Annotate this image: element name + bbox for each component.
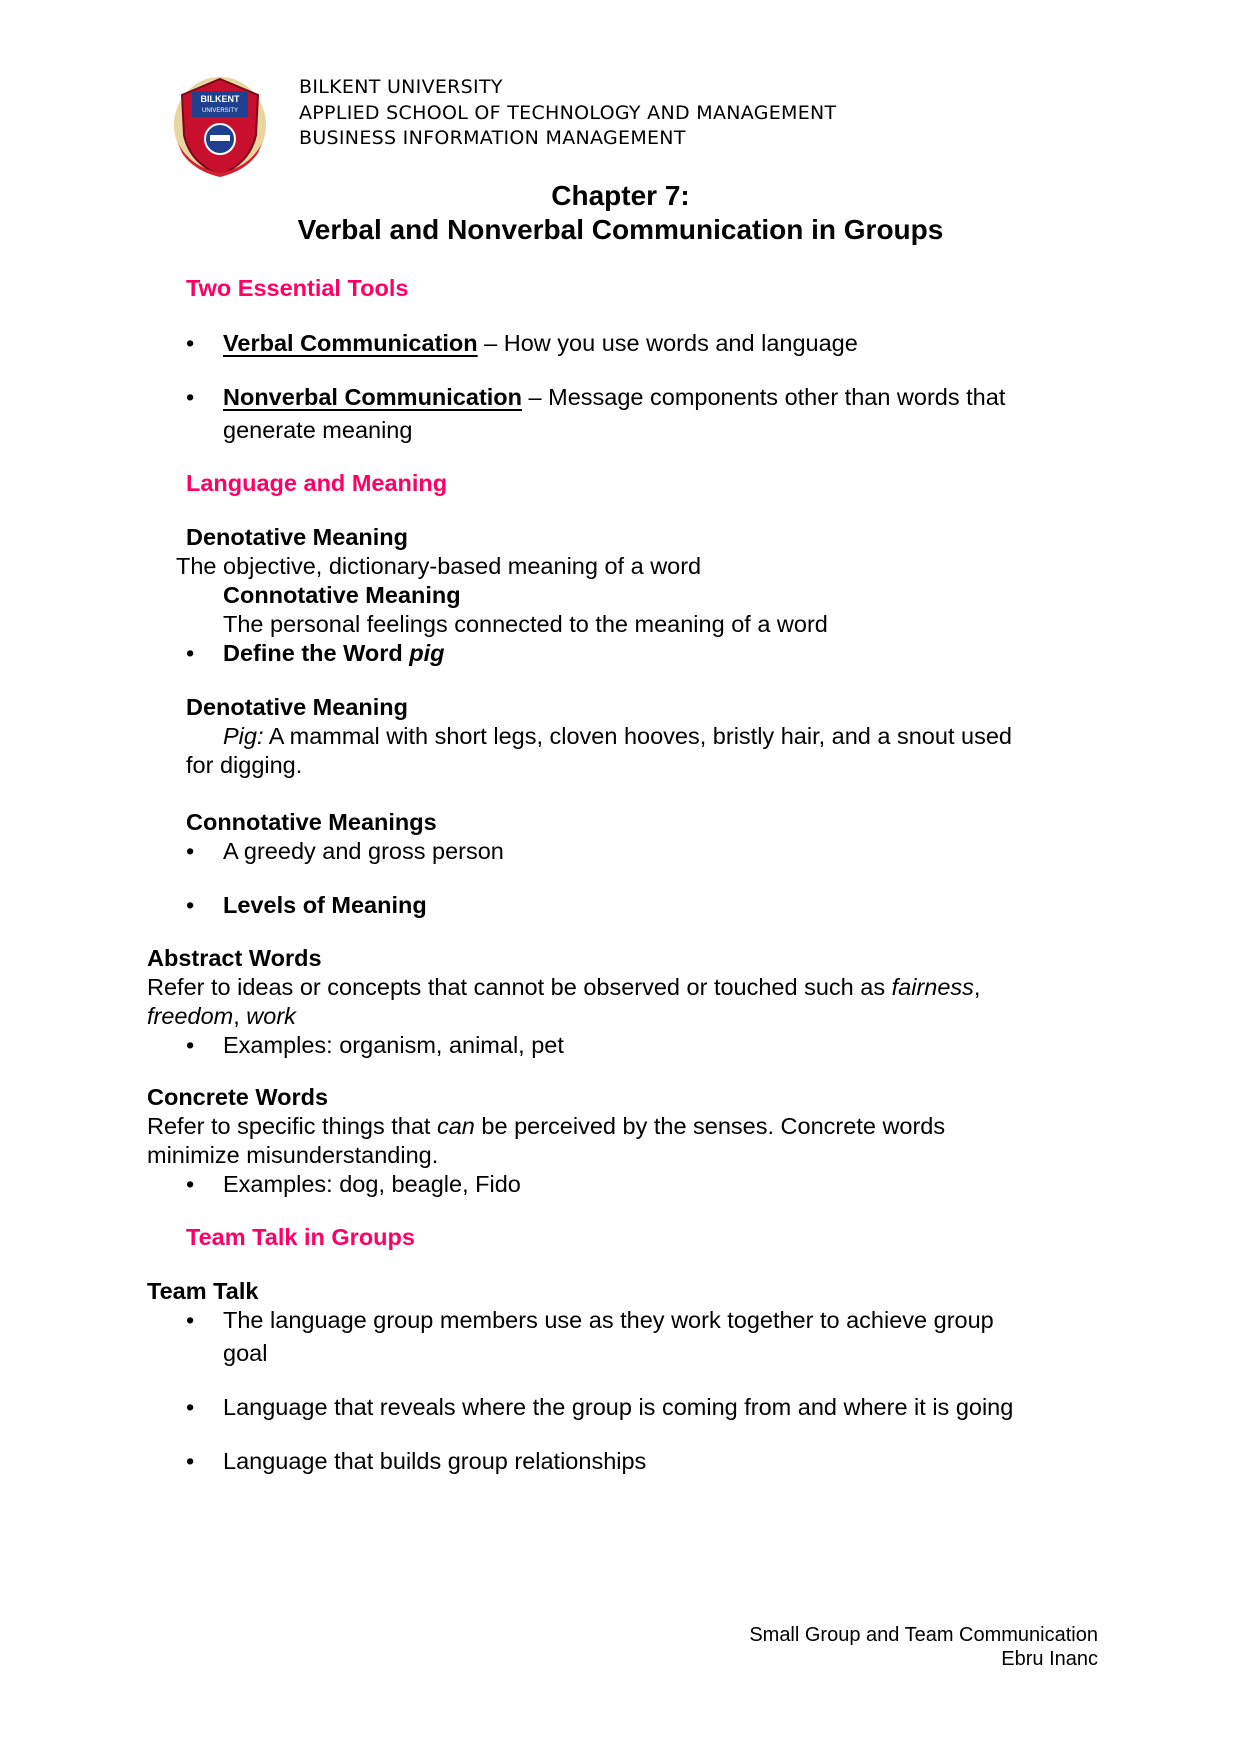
pig-label: Pig: (223, 723, 264, 749)
definition-verbal: – How you use words and language (477, 330, 858, 356)
term-nonverbal-communication: Nonverbal Communication (223, 384, 523, 410)
header-department: BUSINESS INFORMATION MANAGEMENT (299, 127, 686, 149)
denotative-definition: The objective, dictionary-based meaning of a word (176, 553, 702, 579)
bullet: • (186, 640, 195, 666)
team-talk-heading: Team Talk (147, 1278, 259, 1304)
svg-text:BILKENT: BILKENT (200, 94, 240, 104)
list-item-verbal (186, 330, 858, 357)
connotative-meanings-heading: Connotative Meanings (186, 809, 437, 835)
header-school: APPLIED SCHOOL OF TECHNOLOGY AND MANAGEMENT (299, 102, 837, 124)
term-verbal-communication: Verbal Communication (223, 330, 478, 356)
list-item-concrete-examples: • Examples: dog, beagle, Fido (186, 1171, 521, 1197)
abstract-words-definition-cont: freedom, work (147, 1003, 296, 1029)
list-item-abstract-examples: • Examples: organism, animal, pet (186, 1032, 564, 1058)
concrete-words-definition-cont: minimize misunderstanding. (147, 1142, 439, 1168)
header-university: BILKENT UNIVERSITY (299, 76, 503, 98)
list-item-define-pig (186, 640, 445, 667)
university-logo (170, 73, 270, 179)
list-item-connotative-example: • A greedy and gross person (186, 838, 504, 864)
list-item-nonverbal (186, 384, 1006, 411)
connotative-definition: The personal feelings connected to the meaning of a word (223, 611, 828, 637)
abstract-words-definition: Refer to ideas or concepts that cannot be observed or touched such as fairness, (147, 974, 981, 1000)
definition-nonverbal-cont: generate meaning (223, 417, 413, 443)
pig-definition: Pig: A mammal with short legs, cloven hooves, bristly hair, and a snout used (223, 723, 1012, 749)
list-item-levels-of-meaning: • Levels of Meaning (186, 892, 427, 918)
bullet: • (186, 330, 195, 356)
pig-definition-cont: for digging. (186, 752, 303, 778)
concrete-words-definition: Refer to specific things that can be perceived by the senses. Concrete words (147, 1113, 946, 1139)
list-item-team-talk-3: • Language that builds group relationships (186, 1448, 647, 1474)
denotative-heading: Denotative Meaning (186, 524, 408, 550)
bullet: • (186, 1394, 195, 1420)
abstract-words-heading: Abstract Words (147, 945, 322, 971)
concrete-words-heading: Concrete Words (147, 1084, 329, 1110)
footer-course: Small Group and Team Communication (749, 1624, 1098, 1646)
define-word-label: Define the Word (223, 640, 410, 666)
svg-text:UNIVERSITY: UNIVERSITY (201, 108, 239, 114)
section-heading-team-talk: Team Talk in Groups (186, 1224, 415, 1250)
list-item-team-talk-2: • Language that reveals where the group is coming from and where it is going (186, 1394, 1014, 1420)
bullet: • (186, 892, 195, 918)
chapter-subtitle: Verbal and Nonverbal Communication in Groups (297, 214, 944, 245)
connotative-heading: Connotative Meaning (223, 582, 461, 608)
chapter-title: Chapter 7: (551, 180, 690, 211)
section-heading-language-and-meaning: Language and Meaning (186, 470, 448, 496)
list-item-team-talk-1: • The language group members use as they work together to achieve group (186, 1307, 994, 1333)
list-item-team-talk-1-cont: goal (223, 1340, 268, 1366)
bullet: • (186, 1171, 195, 1197)
bullet: • (186, 1032, 195, 1058)
denotative-heading-pig: Denotative Meaning (186, 694, 408, 720)
bullet: • (186, 1307, 195, 1333)
section-heading-two-essential-tools: Two Essential Tools (186, 275, 409, 301)
bullet: • (186, 1448, 195, 1474)
define-word-term: pig (409, 640, 445, 666)
bullet: • (186, 838, 195, 864)
bullet: • (186, 384, 195, 410)
footer-author: Ebru Inanc (1001, 1648, 1098, 1670)
definition-nonverbal: – Message components other than words that (522, 384, 1006, 410)
